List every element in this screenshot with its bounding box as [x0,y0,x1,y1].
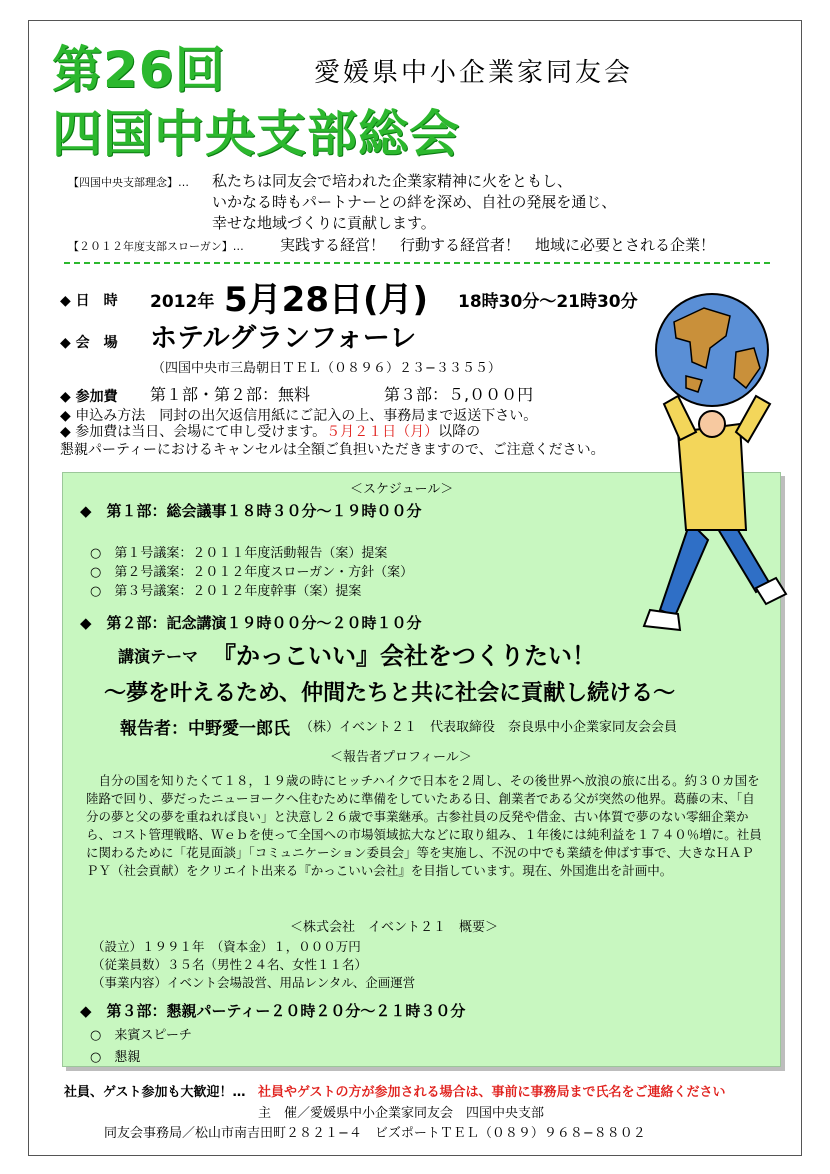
schedule-heading: ＜スケジュール＞ [350,482,454,497]
company-line: （従業員数）３５名（男性２４名、女性１１名） [92,957,368,972]
philosophy-line-1: 私たちは同友会で培われた企業家精神に火をともし、 [212,172,573,190]
lecture-theme: 『かっこいい』会社をつくりたい！ [212,641,596,670]
apply-note: ◆ 申込み方法 同封の出欠返信用紙にご記入の上、事務局まで返送下さい。 [60,408,538,424]
pay-note-deadline: ５月２１日（月） [326,424,439,440]
venue-name: ホテルグランフォーレ [150,323,417,354]
divider [64,262,770,264]
fee-label: ◆ 参加費 [60,389,118,405]
philosophy-line-3: 幸せな地域づくりに貢献します。 [212,214,436,232]
date-label: ◆ 日 時 [60,293,118,309]
welcome-text: 社員、ゲスト参加も大歓迎！… [64,1085,246,1100]
office-line: 同友会事務局／松山市南吉田町２８２１−４ ビズポートＴＥＬ（０８９）９６８−８８０２ [104,1126,646,1141]
part3-title: ◆ 第３部：懇親パーティー２０時２０分～２１時３０分 [80,1002,466,1020]
host-line: 主 催／愛媛県中小企業家同友会 四国中央支部 [258,1106,545,1121]
event-title-number: 第26回 [52,41,226,99]
slogan-label: 【２０１２年度支部スローガン】… [68,240,244,253]
part1-item: ○ 第１号議案：２０１１年度活動報告（案）提案 [90,546,388,561]
profile-text: 自分の国を知りたくて１８，１９歳の時にヒッチハイクで日本を２周し、その後世界へ放浪の旅に出る。約３０カ国を陸路で回り、夢だったニューヨークへ住むために準備をしていたある日、創業者である父が突然の他界。葛藤の末、「自分の夢と父の夢を重ねれば良い」と決意し２６歳で事業継承。古参社員の反発や借金、古い体質で夢のない零細企業から、コスト管理戦略、Ｗｅｂを使って全国への市場領域拡大などに取り組み、１年後には純利益を１７４０％増に。社員に関わるために「花見面談」「コミュニケーション委員会」等を実施し、不況の中でも業績を伸ばす事で、大きなＨＡＰＰＹ（社会貢献）をクリエイト出来る『かっこいい会社』を目指しています。現在、外国進出を計画中。 [86,773,762,878]
part3-item: ○ 来賓スピーチ [90,1028,192,1043]
cancel-note: 懇親パーティーにおけるキャンセルは全額ご負担いただきますので、ご注意ください。 [60,442,605,458]
speaker-detail: （株）イベント２１ 代表取締役 奈良県中小企業家同友会会員 [300,720,678,735]
part2-title: ◆ 第２部：記念講演１９時００分～２０時１０分 [80,614,422,632]
venue-address: （四国中央市三島朝日ＴＥＬ（０８９６）２３−３３５５） [152,361,501,376]
pay-note-a: ◆ 参加費は当日、会場にて申し受けます。 [60,424,327,440]
welcome-note: 社員やゲストの方が参加される場合は、事前に事務局まで氏名をご連絡ください [258,1085,726,1100]
theme-label: 講演テーマ [118,647,199,666]
pay-note [60,421,480,441]
speaker-name: 報告者：中野愛一郎氏 [120,719,290,739]
pay-note-b: 以降の [438,424,481,440]
event-date: 5月28日(月) [224,280,429,320]
fee-parts-1-2: 第１部・第２部：無料 [150,385,311,404]
slogan-text: 実践する経営！ 行動する経営者！ 地域に必要とされる企業！ [280,236,716,254]
event-time: 18時30分～21時30分 [458,292,638,312]
profile-heading: ＜報告者プロフィール＞ [330,750,472,765]
fee-part-3: 第３部：５,０００円 [384,385,534,404]
event-title: 四国中央支部総会 [52,105,460,163]
part1-title: ◆ 第１部：総会議事１８時３０分～１９時００分 [80,502,422,520]
person-lifting-globe-icon [620,292,800,652]
company-line: （事業内容）イベント会場設営、用品レンタル、企画運営 [92,975,416,990]
part1-item: ○ 第２号議案：２０１２年度スローガン・方針（案） [90,565,414,580]
organization-name: 愛媛県中小企業家同友会 [314,58,634,88]
venue-label: ◆ 会 場 [60,335,118,351]
philosophy-line-2: いかなる時もパートナーとの絆を深め、自社の発展を通じ、 [212,193,617,211]
part3-item: ○ 懇親 [90,1050,141,1065]
company-line: （設立）１９９１年 （資本金）１，０００万円 [92,939,361,954]
philosophy-label: 【四国中央支部理念】… [68,176,189,189]
event-year: 2012年 [150,292,215,312]
company-heading: ＜株式会社 イベント２１ 概要＞ [290,920,499,935]
lecture-subtitle: ～夢を叶えるため、仲間たちと共に社会に貢献し続ける～ [104,680,676,706]
part1-item: ○ 第３号議案：２０１２年度幹事（案）提案 [90,584,362,599]
